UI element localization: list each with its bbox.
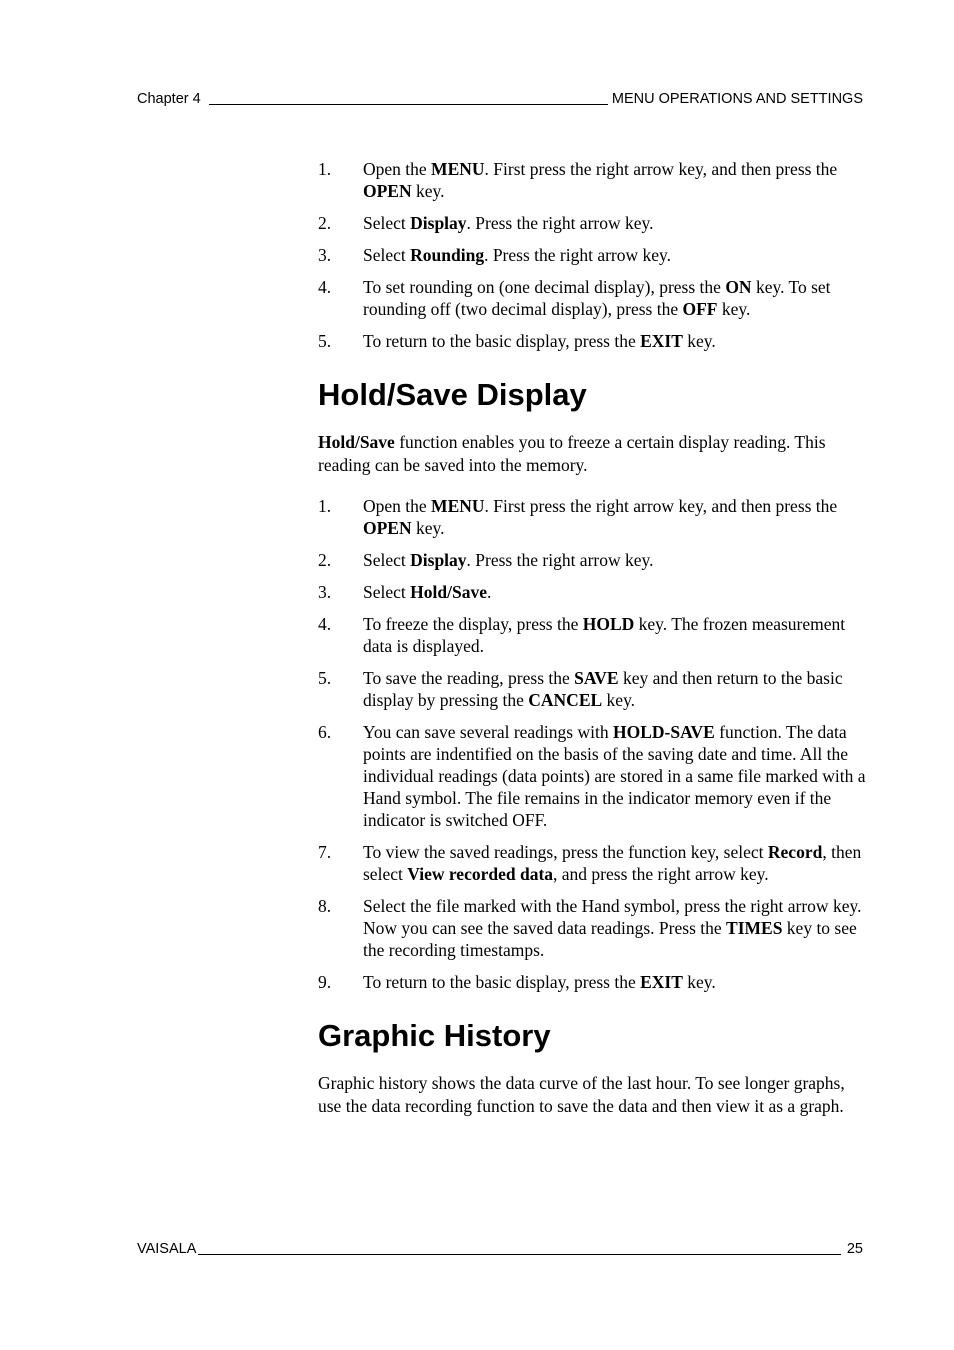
step-number: 9.: [318, 972, 332, 992]
page-content: [318, 158, 866, 1136]
list-item: [318, 244, 866, 266]
step-number: 6.: [318, 722, 332, 742]
step-text: Select the file marked with the Hand symbol, press the right arrow key. Now you can see the saved data readings. Press the TIMES key to see the recording timestamps.: [363, 896, 862, 960]
step-number: 2.: [318, 550, 332, 570]
section-heading-graphic-history: Graphic History: [318, 1018, 551, 1053]
header-chapter: Chapter 4: [137, 91, 201, 107]
list-item: [318, 581, 866, 603]
hold-save-steps-list: [318, 495, 866, 993]
list-item: [318, 841, 866, 885]
list-item: [318, 895, 866, 961]
step-number: 4.: [318, 277, 332, 297]
step-number: 2.: [318, 213, 332, 233]
list-item: [318, 667, 866, 711]
step-number: 5.: [318, 331, 332, 351]
step-number: 5.: [318, 668, 332, 688]
step-text: Select Hold/Save.: [363, 582, 492, 602]
rounding-steps-list: [318, 158, 866, 352]
header-rule: [209, 104, 608, 105]
step-text: Open the MENU. First press the right arrow key, and then press the OPEN key.: [363, 159, 838, 201]
list-item: [318, 158, 866, 202]
list-item: [318, 613, 866, 657]
step-text: You can save several readings with HOLD-SAVE function. The data points are indentified on the basis of the saving date and time. All the individual readings (data points) are stored in a same file marked with a Hand symbol. The file remains in the indicator memory even if the indicator is switched OFF.: [363, 722, 866, 830]
step-text: Open the MENU. First press the right arrow key, and then press the OPEN key.: [363, 496, 838, 538]
step-number: 1.: [318, 159, 332, 179]
list-item: [318, 495, 866, 539]
list-item: [318, 276, 866, 320]
section-heading-hold-save: Hold/Save Display: [318, 377, 587, 412]
list-item: [318, 549, 866, 571]
hold-save-intro: Hold/Save function enables you to freeze a certain display reading. This reading can be saved into the memory.: [318, 432, 826, 475]
step-text: To return to the basic display, press the EXIT key.: [363, 972, 716, 992]
step-text: Select Display. Press the right arrow key.: [363, 213, 654, 233]
step-number: 4.: [318, 614, 332, 634]
step-text: Select Rounding. Press the right arrow key.: [363, 245, 672, 265]
step-text: To view the saved readings, press the function key, select Record, then select View recorded data, and press the right arrow key.: [363, 842, 862, 884]
step-number: 3.: [318, 582, 332, 602]
list-item: [318, 330, 866, 352]
page-footer: [137, 1240, 863, 1258]
footer-company: VAISALA: [137, 1241, 197, 1257]
step-number: 3.: [318, 245, 332, 265]
footer-rule: [198, 1254, 840, 1255]
step-text: To save the reading, press the SAVE key and then return to the basic display by pressing the CANCEL key.: [363, 668, 843, 710]
step-number: 1.: [318, 496, 332, 516]
step-number: 7.: [318, 842, 332, 862]
step-number: 8.: [318, 896, 332, 916]
header-section-title: MENU OPERATIONS AND SETTINGS: [611, 91, 863, 107]
graphic-history-body: Graphic history shows the data curve of the last hour. To see longer graphs, use the data recording function to save the data and then view it as a graph.: [318, 1073, 845, 1116]
step-text: To freeze the display, press the HOLD key. The frozen measurement data is displayed.: [363, 614, 846, 656]
list-item: [318, 721, 866, 831]
list-item: [318, 971, 866, 993]
step-text: To return to the basic display, press the EXIT key.: [363, 331, 716, 351]
step-text: Select Display. Press the right arrow key.: [363, 550, 654, 570]
page-header: [137, 90, 863, 108]
list-item: [318, 212, 866, 234]
page-number: 25: [846, 1241, 863, 1257]
step-text: To set rounding on (one decimal display), press the ON key. To set rounding off (two decimal display), press the OFF key.: [363, 277, 831, 319]
